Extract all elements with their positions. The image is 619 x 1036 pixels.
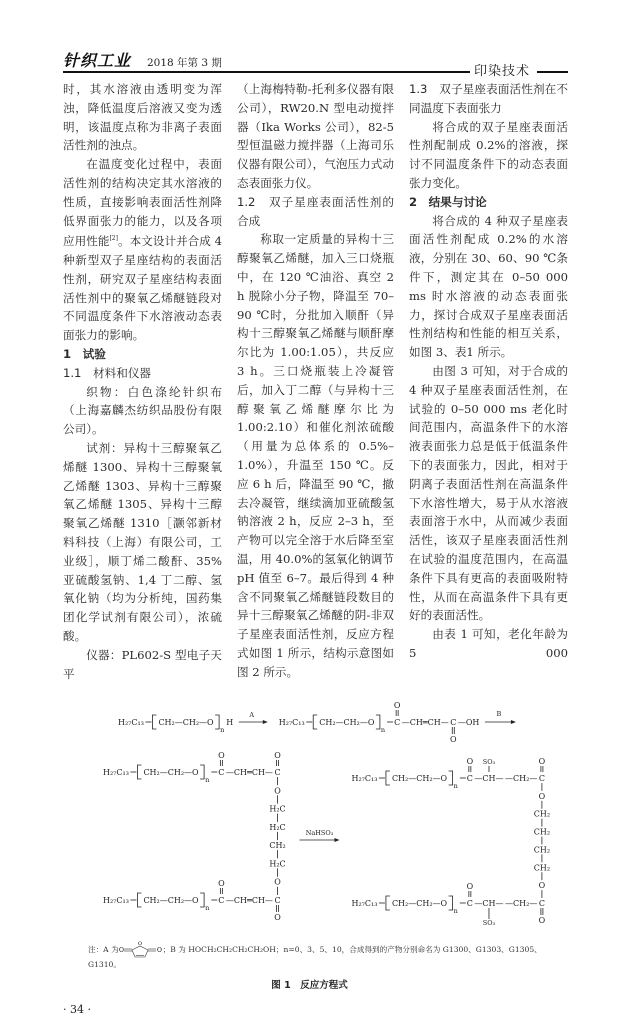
right-bracket [449, 896, 453, 910]
text: 。本文设计并合成 4 种新型双子星座结构的表面活性剂，研究双子星座结构表面活性剂中的聚氧乙烯醚链段对不同温度条件下水溶液动态表面张力的影响。 [63, 234, 222, 343]
subsection-heading: 1.3 双子星座表面活性剂在不同温度下表面张力 [409, 82, 568, 115]
carbonyl-carbon: C [218, 768, 225, 778]
reference-mark: [2] [109, 235, 118, 243]
carbonyl-carbon: C [274, 768, 281, 778]
carbonyl-oxygen [450, 727, 457, 744]
vinylene: —CH═CH— [225, 768, 273, 778]
carbonyl-carbon: C [466, 774, 473, 784]
linker-atom: H₂C [269, 804, 286, 814]
right-bracket [376, 715, 380, 729]
header-rule-right [537, 71, 568, 73]
arrow-a [239, 711, 268, 724]
left-bracket [386, 771, 390, 785]
ethoxy-unit: CH₂—CH₂—O [143, 896, 199, 906]
svg-text:O: O [218, 751, 225, 761]
svg-text:O: O [450, 735, 457, 745]
right-bracket [200, 893, 204, 907]
paragraph: 织物：白色涤纶针织布（上海嘉麟杰纺织品股份有限公司）。 [63, 384, 222, 437]
linker-atom: CH₂ [269, 841, 286, 851]
butanediol-linker [534, 783, 550, 898]
subsection-heading: 1.1 材料和仪器 [63, 365, 152, 380]
linker-atom: O [538, 792, 546, 802]
repeat-n: n [205, 776, 210, 785]
paragraph: 将合成的 4 种双子星座表面活性剂配成 0.2%的水溶液，分别在 30、60、90 ℃条件下，测定其在 0–50 000 ms 时水溶液的动态表面张力，探讨合成双子星座表面活性剂结构和性能的相互关系，如图 3、表1 所示。 [409, 213, 568, 360]
journal-logo: 针织工业 [63, 51, 132, 70]
methine: —CH— [474, 774, 504, 784]
ethoxy-unit: CH₂—CH₂—O [391, 774, 448, 784]
carbonyl-carbon: C [538, 774, 545, 784]
linker-atom: CH₂ [533, 810, 551, 820]
paragraph: 仪器：PL602-S 型电子天平 [63, 647, 222, 681]
alkyl-group: H₂₇C₁₃ [103, 896, 129, 906]
right-bracket [449, 771, 453, 785]
carbonyl-oxygen [467, 757, 474, 772]
linker-atom: O [538, 881, 546, 891]
column-1 [63, 80, 222, 683]
carbonyl-carbon: C [394, 718, 401, 728]
svg-text:O: O [137, 941, 142, 948]
repeat-n: n [220, 726, 225, 735]
paragraph [63, 155, 222, 345]
carbonyl-oxygen [218, 751, 225, 766]
paragraph: 将合成的双子星座表面活性剂配制成 0.2%的溶液，探讨不同温度条件下的动态表面张力变化。 [409, 119, 568, 190]
diester-bottom [103, 879, 281, 922]
linker-atom: H₂C [269, 823, 286, 833]
right-bracket [200, 765, 204, 779]
carbonyl-oxygen [274, 905, 281, 922]
carbonyl-carbon: C [218, 896, 225, 906]
hydrogen: H [226, 718, 234, 728]
repeat-n: n [205, 904, 210, 913]
diester-top [103, 751, 286, 895]
svg-text:SO₃: SO₃ [482, 919, 496, 928]
maleic-anhydride-structure [119, 941, 163, 959]
svg-text:NaHSO₃: NaHSO₃ [305, 829, 334, 838]
section-heading: 1 试验 [63, 347, 106, 362]
ethoxy-unit: CH₂—CH₂—O [319, 718, 375, 728]
paragraph: 由图 3 可知，对于合成的 4 种双子星座表面活性剂，在试验的 0–50 000 ms 老化时间范围内，高温条件下的水溶液表面张力总是低于低温条件下的表面张力，因此，相对于阴离子表面活性剂在高温条件下水溶性增大，易于从水溶液表面溶于水中，从而减少表面活性，该双子星座表面活性剂在试验的温度范围内，在高温条件下具有更高的表面吸附特性，从而在高温条件下具有更好的表面活性。 [409, 363, 568, 623]
svg-text:O: O [274, 751, 281, 761]
figure-caption: 图 1 反应方程式 [271, 980, 348, 992]
scheme-row-1 [118, 701, 516, 744]
methylene: —CH₂— [505, 774, 538, 784]
paragraph: 由表 1 可知，老化年龄为 5 000 [409, 627, 568, 660]
linker-atom: CH₂ [533, 863, 551, 873]
ethoxy-unit: CH₂—CH₂—O [158, 718, 214, 728]
svg-text:B: B [496, 710, 502, 719]
issue-label: 2018 年第 3 期 [147, 57, 222, 69]
carbonyl-carbon: C [466, 899, 473, 909]
left-bracket [152, 715, 156, 729]
alkyl-group: H₂₇C₁₃ [278, 718, 305, 728]
svg-text:A: A [249, 711, 255, 720]
page-number: · 34 · [63, 1003, 91, 1017]
note-text: ；B 为 HOCH₂CH₂CH₂CH₂OH；n=0、3、5、10，合成得到的产物分别命名为 G1300、G1303、G1305、G1310。 [88, 945, 542, 970]
linker-atom: O [274, 878, 281, 888]
ethoxy-unit: CH₂—CH₂—O [391, 899, 448, 909]
alkyl-group: H₂₇C₁₃ [351, 774, 378, 784]
section-label: 印染技术 [474, 64, 531, 79]
figure-1 [0, 695, 619, 935]
right-bracket [215, 715, 219, 729]
section-heading: 2 结果与讨论 [409, 194, 487, 209]
arrow-nahso3 [300, 829, 340, 842]
left-bracket [386, 896, 390, 910]
carbonyl-carbon: C [450, 718, 457, 728]
svg-text:O: O [538, 916, 546, 926]
carbonyl-oxygen [274, 751, 281, 766]
carbonyl-oxygen [218, 879, 225, 894]
paragraph: 时，其水溶液由透明变为浑浊，降低温度后溶液又变为透明，该温度点称为非离子表面活性剂的浊点。 [63, 82, 222, 153]
svg-text:O: O [393, 701, 401, 711]
alkyl-group: H₂₇C₁₃ [103, 768, 129, 778]
repeat-n: n [453, 907, 458, 916]
paragraph: 称取一定质量的异构十三醇聚氧乙烯醚，加入三口烧瓶中，在 120 ℃油浴、真空 2 h 脱除小分子物，降温至 70–90 ℃时，分批加入顺酐（异构十三醇聚氧乙烯醚与顺酐摩尔比为 1.00:1.05），共反应 3 h。三口烧瓶装上冷凝管后，加入丁二醇（与异构十三醇聚氧乙烯醚摩尔比为 1.00:2.10）和催化剂浓硫酸（用量为总体系的 0.5%–1.0%），升温至 150 ℃。反应 6 h 后，降温至 90 ℃，撤去冷凝管，继续滴加亚硫酸氢钠溶液 2 h，反应 2–3 h，至产物可以完全溶于水后降至室温，用 40.0%的氢氧化钠调节 pH 值至 6–7。最后得到 4 种含不同聚氧乙烯醚链段数目的异十三醇聚氧乙烯醚的阴-非双子星座表面活性剂，反应方程式如图 1 所示，结构示意图如图 2 所示。 [237, 232, 394, 679]
hydroxyl: —OH [457, 718, 480, 728]
left-bracket [313, 715, 317, 729]
svg-text:O: O [538, 757, 546, 767]
carbonyl-carbon: C [538, 899, 545, 909]
arrow-b [485, 710, 516, 724]
text: 在温度变化过程中，表面活性剂的结构决定其水溶液的性质，直接影响表面活性剂降低界面张力的能力，以及各项应用性能 [63, 157, 222, 249]
carbonyl-oxygen [539, 757, 546, 772]
alkyl-group: H₂₇C₁₃ [118, 718, 144, 728]
repeat-n: n [453, 782, 458, 791]
repeat-n: n [380, 726, 386, 735]
linker-atom: H₂C [269, 859, 286, 869]
reaction-scheme [0, 695, 619, 935]
carbonyl-carbon: C [274, 896, 281, 906]
svg-text:SO₃: SO₃ [482, 758, 496, 767]
methylene: —CH₂— [505, 899, 538, 909]
butanediol-linker [269, 777, 285, 895]
sulfonate-group [483, 758, 496, 772]
svg-text:O: O [118, 947, 124, 955]
column-2 [237, 80, 394, 682]
carbonyl-oxygen [539, 908, 546, 925]
svg-text:O: O [218, 879, 225, 889]
linker-atom: CH₂ [533, 827, 551, 837]
linker-atom: O [274, 786, 281, 796]
note-text: 注：A 为 [88, 945, 119, 955]
product-top [352, 757, 551, 898]
paragraph: 试剂：异构十三醇聚氧乙烯醚 1300、异构十三醇聚氧乙烯醚 1303、异构十三醇聚氧乙烯醚 1305、异构十三醇聚氧乙烯醚 1310［灏邻新材料科技（上海）有限公司，工业级］，顺丁烯二酸酐、35% 亚硫酸氢钠、1,4 丁二醇、氢氧化钠（均为分析纯，国药集团化学试剂有限公司），浓硫酸。 [63, 441, 222, 643]
text-columns [63, 80, 568, 683]
figure-note [88, 941, 558, 971]
svg-text:O: O [466, 757, 474, 767]
svg-text:O: O [274, 913, 281, 923]
sulfonate-group [483, 908, 496, 927]
methine: —CH— [474, 899, 504, 909]
vinylene: —CH═CH— [401, 718, 449, 728]
paragraph: （上海梅特勒-托利多仪器有限公司），RW20.N 型电动搅拌器（Ika Works 公司），82-5 型恒温磁力搅拌器（上海司乐仪器有限公司），气泡压力式动态表面张力仪。 [237, 82, 394, 190]
alkyl-group: H₂₇C₁₃ [351, 899, 378, 909]
header-rule [63, 71, 470, 73]
left-bracket [137, 893, 141, 907]
left-bracket [137, 765, 141, 779]
linker-atom: CH₂ [533, 845, 551, 855]
svg-text:O: O [156, 947, 162, 955]
svg-text:O: O [466, 882, 474, 892]
ethoxy-unit: CH₂—CH₂—O [143, 768, 199, 778]
carbonyl-oxygen [467, 882, 474, 897]
column-3 [409, 80, 568, 663]
subsection-heading: 1.2 双子星座表面活性剂的合成 [237, 194, 394, 228]
carbonyl-oxygen [394, 701, 401, 716]
product-bottom [352, 882, 546, 927]
vinylene: —CH═CH— [225, 896, 273, 906]
